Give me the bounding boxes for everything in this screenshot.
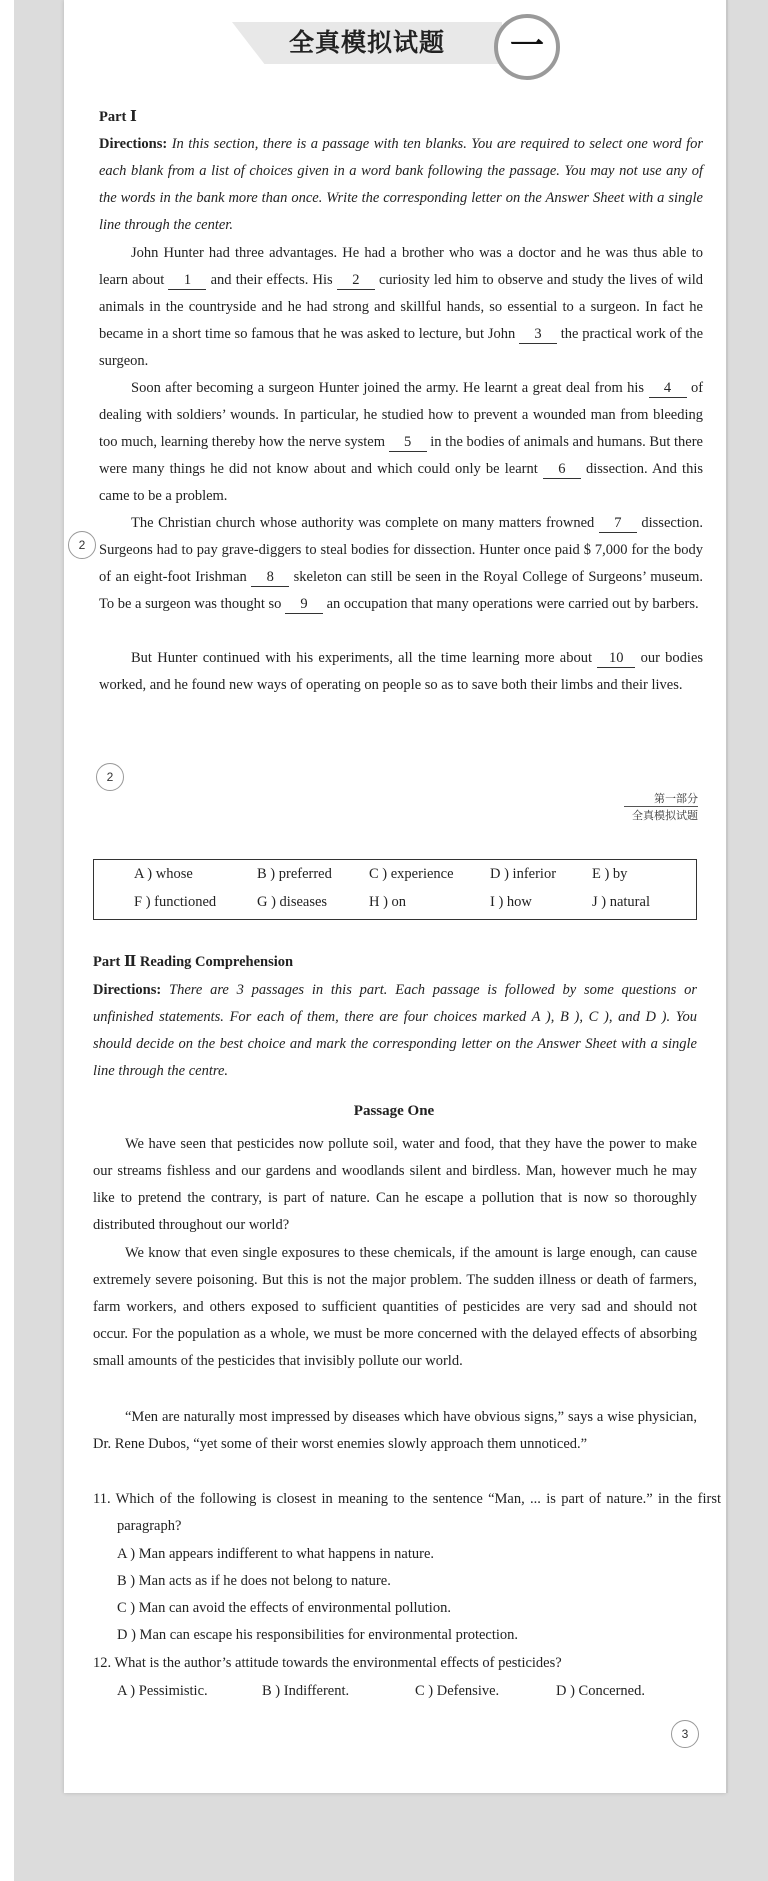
blank-3: 3 (519, 325, 557, 344)
running-header (600, 790, 698, 824)
part1-directions-text: In this section, there is a passage with ten blanks. You are required to select one word for each blank from a list of choices given in a word bank following the passage. You may not use any of the words in the bank more than once. Write the corresponding letter on the Answer Sheet with a single line through the center. (99, 136, 703, 233)
question-12-option-c[interactable]: C ) Defensive. (415, 1683, 500, 1699)
page-title: 全真模拟试题 (288, 28, 445, 57)
page-margin (0, 0, 14, 1881)
passage-paragraph-2: Soon after becoming a surgeon Hunter joined the army. He learnt a great deal from his 4 of dealing with soldiers’ wounds. In particular, he studied how to prevent a wounded man from bleeding too much, learning thereby how the nerve system 5 in the bodies of animals and humans. But there were many things he did not know about and which could only be learnt 6 dissection. And this came to be a problem. (99, 380, 704, 504)
blank-9: 9 (285, 595, 323, 614)
question-12-stem: 12. What is the author’s attitude towards the environmental effects of pesticides? (93, 1655, 562, 1671)
passage-one-paragraph-3: “Men are naturally most impressed by diseases which have obvious signs,” says a wise physician, Dr. Rene Dubos, “yet some of their worst enemies slowly approach them unnoticed.” (93, 1409, 697, 1452)
question-11-stem: 11. Which of the following is closest in meaning to the sentence “Man, ... is part of nature.” in the first paragraph? (93, 1491, 721, 1534)
passage-one-paragraph-2: We know that even single exposures to these chemicals, if the amount is large enough, can cause extremely severe poisoning. But this is not the major problem. The sudden illness or death of farmers, farm workers, and others exposed to sufficient quantities of pesticides are very sad and should not occur. For the population as a whole, we must be more concerned with the delayed effects of absorbing small amounts of the pesticides that invisibly pollute our world. (93, 1245, 697, 1369)
question-12-option-b[interactable]: B ) Indifferent. (262, 1683, 350, 1699)
part2-heading: Part Ⅱ Reading Comprehension (93, 954, 294, 970)
passage-paragraph-4: But Hunter continued with his experiments, all the time learning more about 10 our bodies worked, and he found new ways of operating on people so as to save both their limbs and their lives. (99, 650, 704, 693)
word-bank-item: F ) functioned (134, 894, 217, 910)
word-bank-item: B ) preferred (257, 866, 332, 882)
running-header-line1: 第一部分 (654, 792, 698, 805)
page-marker-side: 2 (68, 531, 96, 559)
word-bank-item: I ) how (490, 894, 532, 910)
question-11-option-c[interactable]: C ) Man can avoid the effects of environmental pollution. (117, 1600, 451, 1616)
question-12-option-a[interactable]: A ) Pessimistic. (117, 1683, 208, 1699)
question-11-option-a[interactable]: A ) Man appears indifferent to what happens in nature. (117, 1546, 435, 1562)
blank-10: 10 (597, 649, 635, 668)
passage-paragraph-1: John Hunter had three advantages. He had a brother who was a doctor and he was thus able to learn about 1 and their effects. His 2 curiosity led him to observe and study the lives of wild animals in the countryside and he had strong and skillful hands, so essential to a surgeon. In fact he became in a short time so famous that he was asked to lecture, but John 3 the practical work of the surgeon. (99, 245, 704, 369)
word-bank-item: G ) diseases (257, 894, 328, 910)
running-header-line2: 全真模拟试题 (632, 809, 698, 822)
running-header-rule (624, 806, 698, 807)
passage-one-paragraph-1: We have seen that pesticides now pollute soil, water and food, that they have the power to make our streams fishless and our gardens and woodlands silent and birdless. Man, however much he may like to pretend the contrary, is part of nature. Can he escape a pollution that is now so thoroughly distributed throughout our world? (93, 1136, 697, 1233)
page-edge (726, 0, 728, 1793)
word-bank-item: H ) on (369, 894, 407, 910)
question-11-option-b[interactable]: B ) Man acts as if he does not belong to nature. (117, 1573, 391, 1589)
passage-paragraph-3: The Christian church whose authority was complete on many matters frowned 7 dissection. Surgeons had to pay grave-diggers to steal bodies for dissection. Hunter once paid $ 7,000 for the body of an eight-foot Irishman 8 skeleton can still be seen in the Royal College of Surgeons’ museum. To be a surgeon was thought so 9 an occupation that many operations were carried out by barbers. (99, 515, 704, 612)
part1-heading: Part Ⅰ (99, 109, 137, 125)
part2-directions-text: There are 3 passages in this part. Each passage is followed by some questions or unfinished statements. For each of them, there are four choices marked A ), B ), C ), and D ). You should decide on the best choice and mark the corresponding letter on the Answer Sheet with a single line through the centre. (93, 982, 698, 1079)
blank-7: 7 (599, 514, 637, 533)
word-bank-item: E ) by (592, 866, 628, 882)
question-12-option-d[interactable]: D ) Concerned. (556, 1683, 645, 1699)
part2-directions (93, 977, 697, 1085)
blank-4: 4 (649, 379, 687, 398)
test-number-badge: 一 (494, 14, 560, 80)
blank-2: 2 (337, 271, 375, 290)
page-number-marker: 3 (671, 1720, 699, 1748)
word-bank-item: C ) experience (369, 866, 454, 882)
word-bank (93, 859, 697, 920)
blank-6: 6 (543, 460, 581, 479)
blank-5: 5 (389, 433, 427, 452)
blank-8: 8 (251, 568, 289, 587)
passage-title: Passage One (353, 1103, 435, 1119)
part1-directions-label: Directions: (99, 136, 168, 152)
word-bank-item: D ) inferior (490, 866, 557, 882)
page-marker-bottom-left: 2 (96, 763, 124, 791)
blank-1: 1 (168, 271, 206, 290)
part1-directions (99, 131, 703, 239)
word-bank-item: J ) natural (592, 894, 650, 910)
question-11-option-d[interactable]: D ) Man can escape his responsibilities for environmental protection. (117, 1627, 519, 1643)
word-bank-item: A ) whose (134, 866, 193, 882)
part2-directions-label: Directions: (93, 982, 162, 998)
